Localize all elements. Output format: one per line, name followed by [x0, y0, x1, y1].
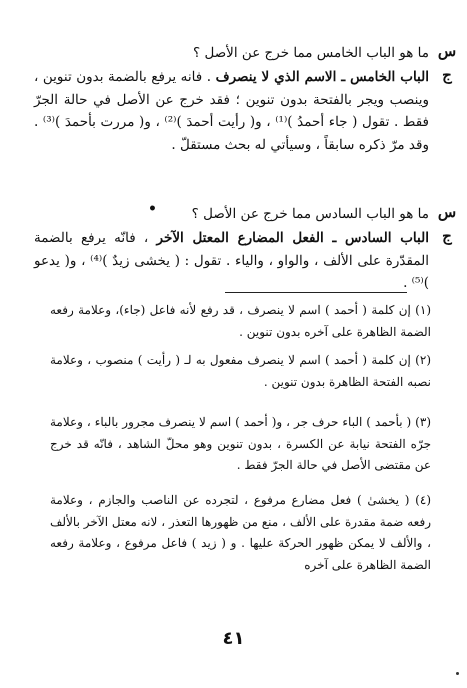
footnote-separator	[225, 292, 407, 293]
page-number: ٤١	[222, 628, 245, 649]
footnotes	[50, 350, 431, 393]
footnote-2: (٢) إن كلمة ( أحمد ) اسم لا ينصرف مفعول به لـ ( رأيت ) منصوب ، وعلامة نصبه الفتحة الظاهرة بدون تنوين .	[50, 353, 431, 389]
answer-text	[34, 66, 429, 156]
question-marker: س	[437, 42, 457, 60]
answer-heading: الباب السادس ـ الفعل المضارع المعتل الآخر	[156, 230, 429, 246]
question-text: ما هو الباب السادس مما خرج عن الأصل ؟	[191, 206, 429, 222]
question-1	[34, 42, 457, 64]
footnotes	[50, 412, 431, 477]
answer-2	[34, 227, 452, 295]
footnotes	[50, 490, 431, 576]
footnote-3: (٣) ( بأحمد ) الباء حرف جر ، و( أحمد ) اسم لا ينصرف مجرور بالباء ، وعلامة جرّه الفتحة نيابة عن الكسرة ، بدون تنوين وهو محلّ الشاهد ، فانّه قد خرج عن مقتضى الأصل في حالة الجرّ فقط .	[50, 415, 431, 472]
answer-body: . فانه يرفع بالضمة بدون تنوين ، وينصب ويجر بالفتحة بدون تنوين ؛ فقد خرج عن الأصل في حالة الجرّ فقط . تقول ( جاء أحمدُ )⁽¹⁾ ، و( رأيت أحمدَ )⁽²⁾ ، و( مررت بأحمدَ )⁽³⁾ . وقد مرّ ذكره سابقاً ، وسيأتي له بحث مستقلّ .	[34, 69, 429, 153]
stray-dot: •	[148, 201, 157, 217]
answer-text	[34, 227, 429, 295]
answer-body: ، فانّه يرفع بالضمة المقدّرة على الألف ، والواو ، والياء . تقول : ( يخشى زيدٌ )⁽⁴⁾ ، و( يدعو )⁽⁵⁾ .	[34, 230, 429, 291]
answer-marker: ج	[442, 227, 452, 245]
footnote-4: (٤) ( يخشىٰ ) فعل مضارع مرفوع ، لتجرده عن الناصب والجازم ، وعلامة رفعه ضمة مقدرة على الألف ، منع من ظهورها التعذر ، لانه معتل الآخر بالألف ، والألف لا يمكن ظهور الحركة عليها . و ( زيد ) فاعل مرفوع ، وعلامة رفعه الضمة الظاهرة على آخره	[50, 493, 431, 572]
footnotes	[50, 300, 431, 343]
question-text: ما هو الباب الخامس مما خرج عن الأصل ؟	[193, 45, 429, 61]
answer-heading: الباب الخامس ـ الاسم الذي لا ينصرف	[215, 69, 429, 85]
answer-marker: ج	[442, 66, 452, 84]
corner-mark	[456, 672, 459, 675]
question-2	[34, 203, 457, 225]
footnote-1: (١) إن كلمة ( أحمد ) اسم لا ينصرف ، قد رفع لأنه فاعل (جاء)، وعلامة رفعه الضمة الظاهرة على آخره بدون تنوين .	[50, 303, 431, 339]
answer-1	[34, 66, 452, 156]
question-marker: س	[437, 203, 457, 221]
